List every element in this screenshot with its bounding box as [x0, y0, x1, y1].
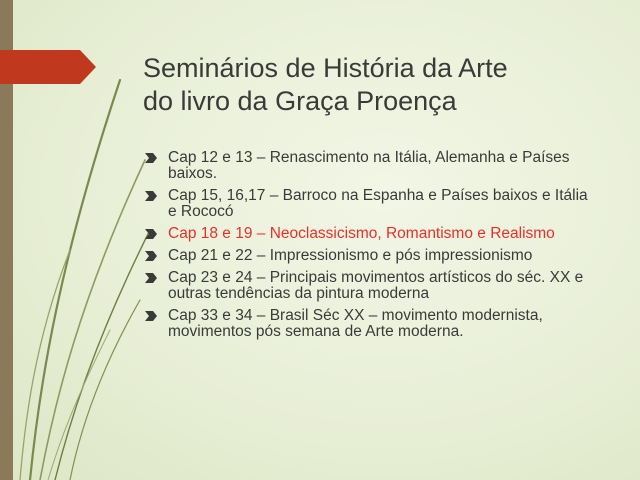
arrow-bullet-icon [145, 191, 157, 201]
bullet-text: Cap 21 e 22 – Impressionismo e pós impressionismo [168, 247, 533, 264]
bullet-text: Cap 15, 16,17 – Barroco na Espanha e Países baixos e Itália e Rococó [168, 187, 588, 220]
arrow-bullet-icon [145, 273, 157, 283]
arrow-bullet-icon [145, 251, 157, 261]
list-item [145, 248, 600, 264]
arrow-bullet-icon [145, 153, 157, 163]
bullet-text: Cap 12 e 13 – Renascimento na Itália, Alemanha e Países baixos. [168, 149, 570, 182]
list-item-highlighted [145, 226, 600, 242]
arrow-bullet-icon [145, 229, 157, 239]
title-accent-arrow [0, 50, 96, 84]
list-item [145, 308, 600, 340]
title-line-1: Seminários de História da Arte [143, 53, 508, 83]
bullet-text: Cap 33 e 34 – Brasil Séc XX – movimento modernista, movimentos pós semana de Arte moderna. [168, 307, 543, 340]
bullet-list [145, 150, 600, 346]
bullet-text: Cap 18 e 19 – Neoclassicismo, Romantismo e Realismo [168, 225, 555, 242]
list-item [145, 150, 600, 182]
slide-title [143, 52, 613, 118]
title-line-2: do livro da Graça Proença [143, 86, 457, 116]
list-item [145, 188, 600, 220]
arrow-bullet-icon [145, 311, 157, 321]
bullet-text: Cap 23 e 24 – Principais movimentos artísticos do séc. XX e outras tendências da pintura moderna [168, 269, 584, 302]
list-item [145, 270, 600, 302]
